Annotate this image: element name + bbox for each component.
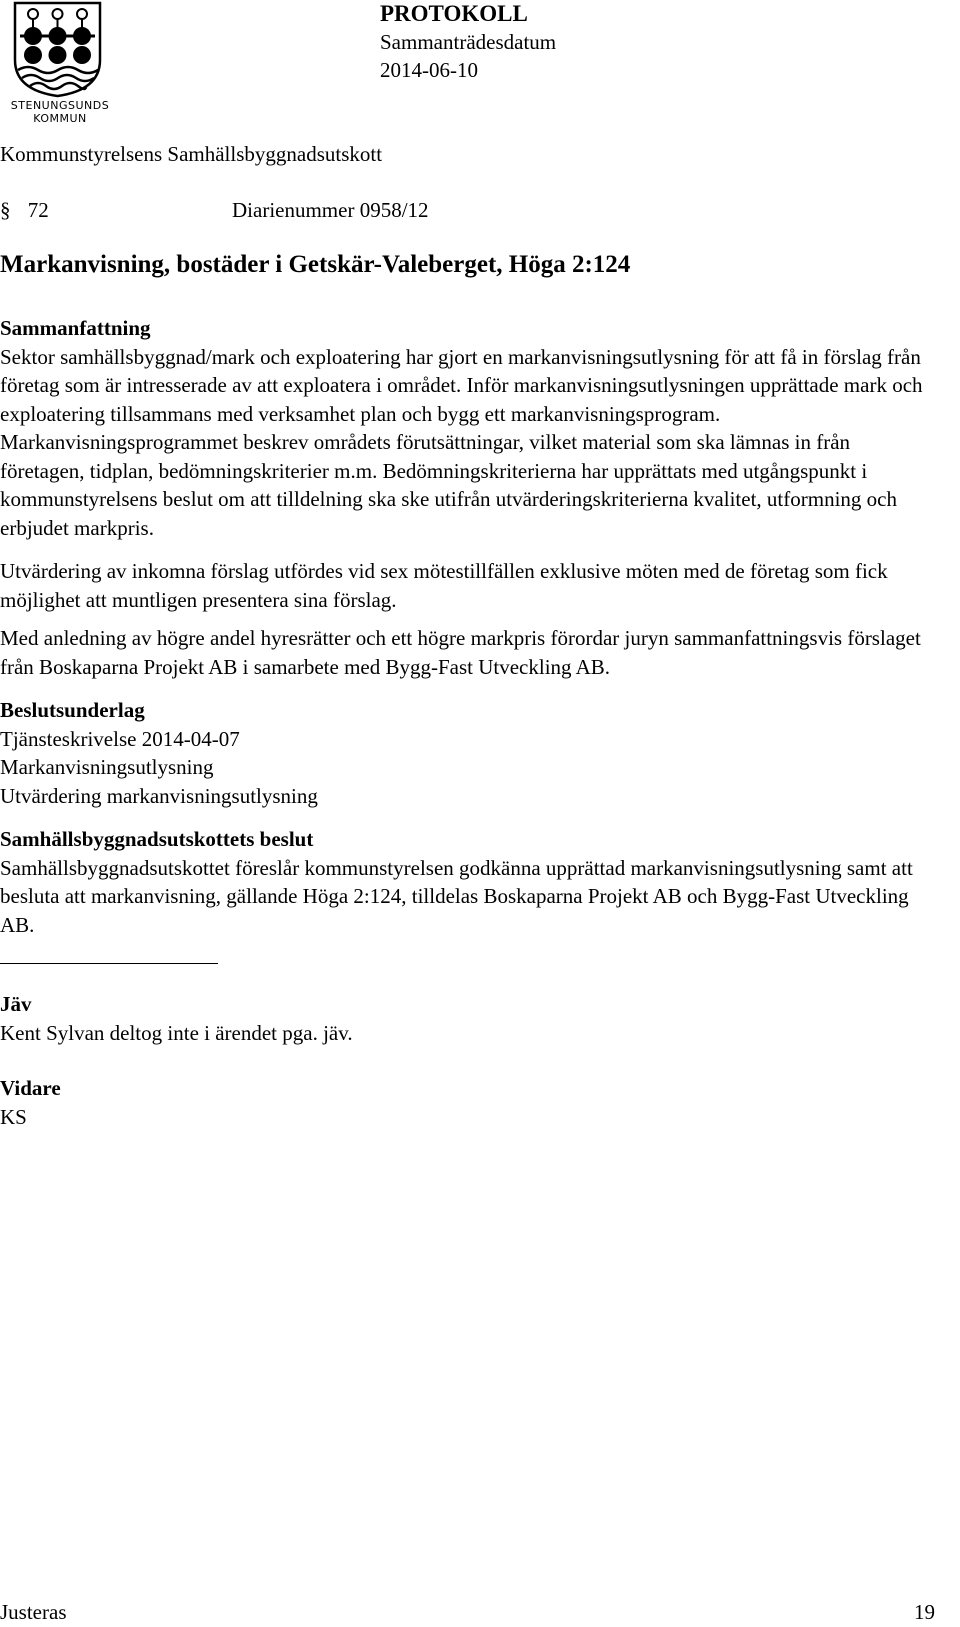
forwarded-to: KS xyxy=(0,1104,27,1129)
page-number: 19 xyxy=(914,1600,935,1624)
basis-item: Tjänsteskrivelse 2014-04-07 xyxy=(0,726,240,751)
diarienummer: Diarienummer 0958/12 xyxy=(232,198,429,222)
decision-text: Samhällsbyggnadsutskottet föreslår kommunstyrelsen godkänna upprättad markanvisningsutlysning samt att besluta att markanvisning, gällande Höga 2:124, tilldelas Boskaparna Projekt AB och Bygg-Fast Utveckling AB. xyxy=(0,855,913,937)
logo-text-line2: KOMMUN xyxy=(33,112,87,125)
basis-item: Utvärdering markanvisningsutlysning xyxy=(0,783,318,808)
section-heading-jav: Jäv xyxy=(0,992,32,1016)
basis-item: Markanvisningsutlysning xyxy=(0,755,214,779)
coat-of-arms-icon xyxy=(0,0,120,98)
document-type: PROTOKOLL xyxy=(380,1,528,26)
committee-name: Kommunstyrelsens Samhällsbyggnadsutskott xyxy=(0,142,383,166)
section-heading-beslutsunderlag: Beslutsunderlag xyxy=(0,698,145,722)
paragraph-symbol: § xyxy=(0,198,11,222)
municipality-logo xyxy=(0,0,120,130)
page-footer xyxy=(0,1598,935,1626)
conflict-of-interest-text: Kent Sylvan deltog inte i ärendet pga. jäv. xyxy=(0,1020,353,1045)
logo-text-line1: STENUNGSUNDS xyxy=(10,99,110,112)
summary-paragraph-2: Utvärdering av inkomna förslag utfördes vid sex mötestillfällen exklusive möten med de företag som fick möjlighet att muntligen presentera sina förslag. xyxy=(0,559,888,612)
section-heading-sammanfattning: Sammanfattning xyxy=(0,316,151,340)
justeras-label: Justeras xyxy=(0,1600,67,1624)
paragraph-line xyxy=(0,196,429,225)
paragraph-number: 72 xyxy=(27,198,49,222)
meeting-date: 2014-06-10 xyxy=(380,58,478,82)
section-heading-vidare: Vidare xyxy=(0,1076,61,1100)
section-heading-beslut: Samhällsbyggnadsutskottets beslut xyxy=(0,827,314,851)
document-header xyxy=(380,0,556,84)
summary-paragraph-1: Sektor samhällsbyggnad/mark och exploatering har gjort en markanvisningsutlysning för att få in förslag från företag som är intresserade av att exploatera i området. Inför markanvisningsutlysningen upprättade mark och exploatering tillsammans med verksamhet plan och bygg ett markanvisningsprogram. Markanvisningsprogrammet beskrev områdets förutsättningar, vilket material som ska lämnas in från företagen, tidplan, bedömningskriterier m.m. Bedömningskriterierna har upprättats med utgångspunkt i kommunstyrelsens beslut om att tilldelning ska ske utifrån utvärderingskriterierna kvalitet, utformning och erbjudet markpris. xyxy=(0,344,923,540)
summary-paragraph-3: Med anledning av högre andel hyresrätter och ett högre markpris förordar juryn sammanfattningsvis förslaget från Boskaparna Projekt AB i samarbete med Bygg-Fast Utveckling AB. xyxy=(0,626,921,679)
meeting-date-label: Sammanträdesdatum xyxy=(380,30,557,54)
case-title: Markanvisning, bostäder i Getskär-Valeberget, Höga 2:124 xyxy=(0,251,631,278)
document-body xyxy=(0,314,935,1131)
